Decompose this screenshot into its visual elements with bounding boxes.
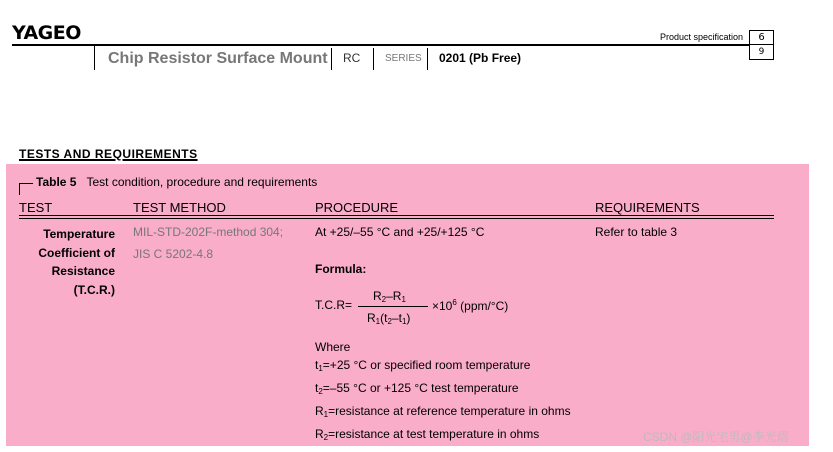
model-name: 0201 (Pb Free): [439, 51, 522, 65]
header-separator: [373, 48, 374, 70]
procedure-condition: At +25/–55 °C and +25/+125 °C: [315, 225, 485, 239]
page-total: 9: [758, 47, 765, 57]
test-name-line: Temperature: [43, 227, 115, 241]
formula-denominator: $R_1(t_2-t_1)$: [367, 311, 411, 326]
t2-definition: $t_2=-55$ °C or +125 °C test temperature: [315, 381, 519, 396]
formula-label: Formula:: [315, 262, 367, 276]
test-name: [19, 225, 115, 299]
product-title: Chip Resistor Surface Mount: [108, 50, 328, 67]
header-separator: [331, 48, 332, 70]
header-rule-top: [19, 215, 774, 216]
header-separator: [427, 48, 428, 70]
r2-definition: $R_2=resistance$ at test temperature in ohms: [315, 427, 540, 442]
r1-definition: $R_1=resistance$ at reference temperature in ohms: [315, 404, 571, 419]
test-method-line: MIL-STD-202F-method 304;: [133, 225, 284, 239]
requirement: Refer to table 3: [595, 225, 678, 239]
page-indicator: [749, 30, 774, 60]
table-caption-label: Table 5: [36, 175, 77, 189]
header-rule-bottom: [19, 218, 774, 219]
column-header-requirements: REQUIREMENTS: [595, 200, 700, 215]
caption-bracket: [19, 183, 20, 195]
table-caption-text: Test condition, procedure and requirements: [86, 175, 318, 189]
t1-definition: $t_1=+25$ °C or specified room temperature: [315, 358, 531, 373]
table-caption: [36, 175, 317, 189]
formula-lhs: T.C.R=: [315, 298, 353, 312]
yageo-logo: YAGEO: [12, 22, 81, 44]
section-heading: TESTS AND REQUIREMENTS: [19, 147, 198, 161]
caption-bracket: [19, 183, 33, 184]
formula-multiplier: $\times 10^6$ (ppm/°C): [432, 298, 509, 313]
header-divider: [94, 44, 95, 70]
where-label: Where: [315, 340, 351, 354]
page-number: 6: [750, 31, 773, 45]
fraction-bar: [358, 306, 428, 307]
series-code: RC: [343, 51, 361, 65]
test-method-line: JIS C 5202-4.8: [133, 247, 214, 261]
test-name-line: Coefficient of: [38, 245, 115, 260]
column-header-procedure: PROCEDURE: [315, 200, 399, 215]
spec-label: Product specification: [660, 32, 744, 42]
test-name-line: Resistance: [51, 264, 115, 278]
column-header-method: TEST METHOD: [133, 200, 226, 215]
test-name-line: (T.C.R.): [73, 282, 115, 297]
formula-numerator: $R_2-R_1$: [373, 289, 406, 304]
header-rule: [12, 44, 749, 46]
series-label: SERIES: [385, 53, 422, 64]
column-header-test: TEST: [19, 200, 53, 215]
watermark: CSDN @阳光宅男@李光熠: [643, 430, 789, 444]
